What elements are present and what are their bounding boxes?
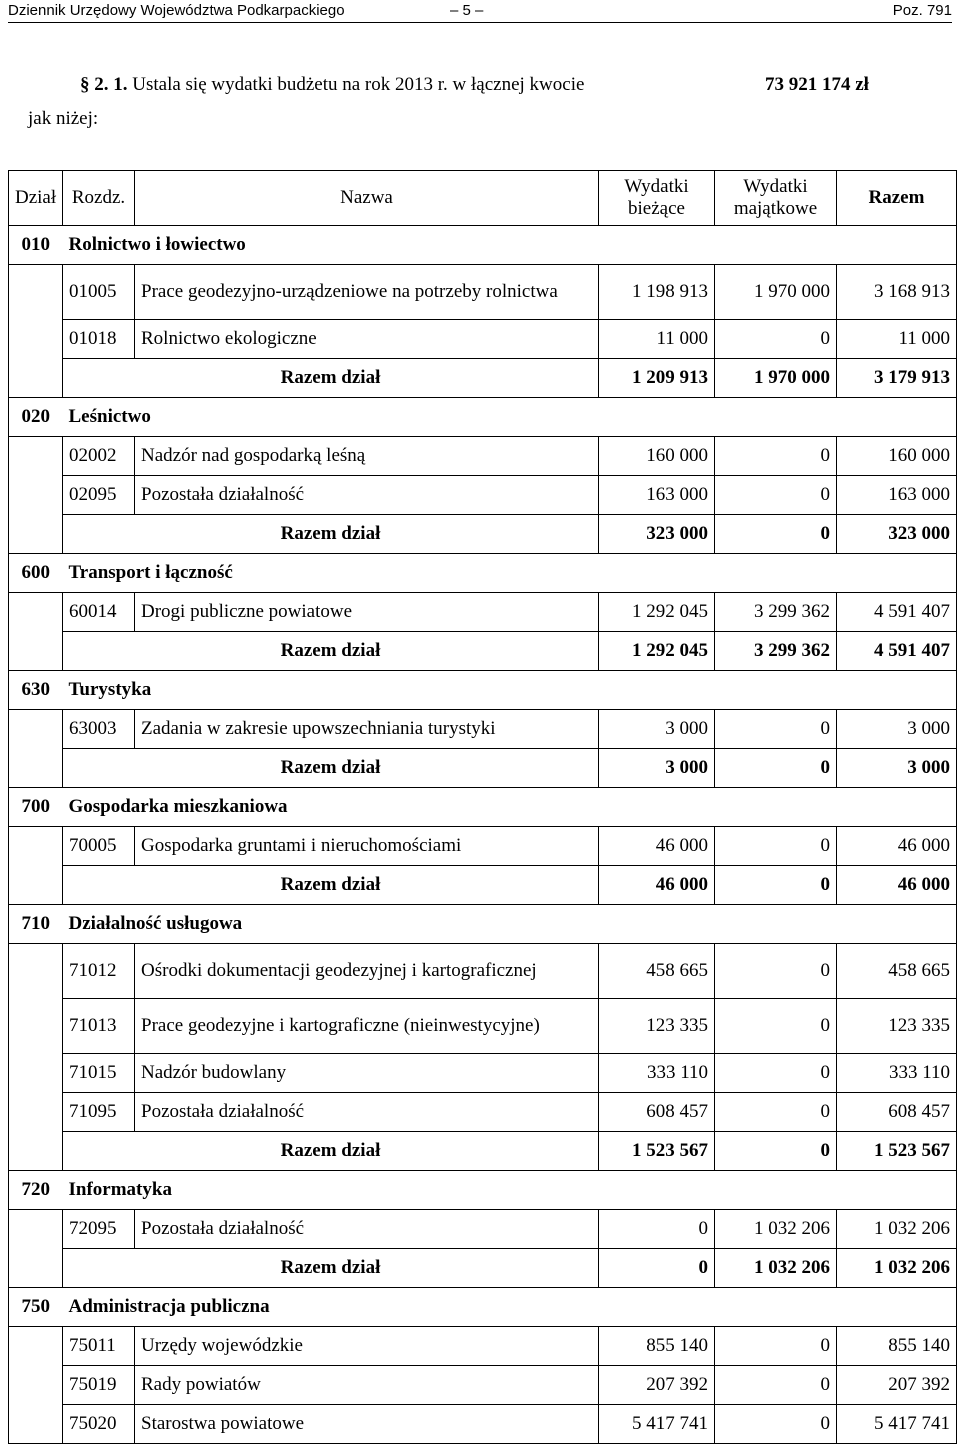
table-row <box>9 1210 957 1249</box>
section-row <box>9 788 957 827</box>
total-current-expenses: 46 000 <box>599 866 715 905</box>
section-total: 3 179 913 <box>837 359 957 398</box>
current-expenses: 5 417 741 <box>599 1405 715 1444</box>
chapter-name: Rolnictwo ekologiczne <box>135 320 599 359</box>
current-expenses: 11 000 <box>599 320 715 359</box>
table-row <box>9 476 957 515</box>
section-name: Transport i łączność <box>63 554 957 593</box>
section-total-label: Razem dział <box>63 632 599 671</box>
journal-title: Dziennik Urzędowy Województwa Podkarpackiego <box>8 2 345 19</box>
table-header-row <box>9 171 957 226</box>
row-total: 123 335 <box>837 999 957 1054</box>
section-total-label: Razem dział <box>63 1249 599 1288</box>
section-spacer <box>9 593 63 671</box>
row-total: 160 000 <box>837 437 957 476</box>
chapter-code: 01018 <box>63 320 135 359</box>
row-total: 458 665 <box>837 944 957 999</box>
current-expenses: 160 000 <box>599 437 715 476</box>
table-row <box>9 1366 957 1405</box>
section-name: Działalność usługowa <box>63 905 957 944</box>
row-total: 333 110 <box>837 1054 957 1093</box>
table-row <box>9 320 957 359</box>
column-header-majatkowe: Wydatki majątkowe <box>715 171 837 226</box>
section-code: 630 <box>9 671 63 710</box>
total-current-expenses: 3 000 <box>599 749 715 788</box>
section-total-label: Razem dział <box>63 515 599 554</box>
intro-text: Ustala się wydatki budżetu na rok 2013 r. w łącznej kwocie <box>132 74 585 95</box>
section-total-row <box>9 749 957 788</box>
capital-expenses: 0 <box>715 1366 837 1405</box>
intro-line-1 <box>80 74 584 96</box>
total-capital-expenses: 0 <box>715 1132 837 1171</box>
chapter-name: Nadzór nad gospodarką leśną <box>135 437 599 476</box>
section-total-label: Razem dział <box>63 359 599 398</box>
table-row <box>9 710 957 749</box>
column-header-rozdz: Rozdz. <box>63 171 135 226</box>
chapter-name: Ośrodki dokumentacji geodezyjnej i kartograficznej <box>135 944 599 999</box>
section-code: 020 <box>9 398 63 437</box>
section-spacer <box>9 1327 63 1444</box>
section-total: 3 000 <box>837 749 957 788</box>
table-row <box>9 1093 957 1132</box>
section-code: 720 <box>9 1171 63 1210</box>
chapter-name: Pozostała działalność <box>135 476 599 515</box>
chapter-code: 72095 <box>63 1210 135 1249</box>
table-row <box>9 1054 957 1093</box>
section-name: Turystyka <box>63 671 957 710</box>
section-row <box>9 226 957 265</box>
capital-expenses: 0 <box>715 476 837 515</box>
row-total: 163 000 <box>837 476 957 515</box>
current-expenses: 855 140 <box>599 1327 715 1366</box>
chapter-code: 71015 <box>63 1054 135 1093</box>
chapter-name: Rady powiatów <box>135 1366 599 1405</box>
table-row <box>9 944 957 999</box>
current-expenses: 123 335 <box>599 999 715 1054</box>
section-code: 700 <box>9 788 63 827</box>
section-total: 1 523 567 <box>837 1132 957 1171</box>
section-code: 600 <box>9 554 63 593</box>
section-total: 46 000 <box>837 866 957 905</box>
section-total-row <box>9 1132 957 1171</box>
row-total: 46 000 <box>837 827 957 866</box>
section-total-row <box>9 866 957 905</box>
total-capital-expenses: 0 <box>715 515 837 554</box>
current-expenses: 608 457 <box>599 1093 715 1132</box>
chapter-code: 71012 <box>63 944 135 999</box>
chapter-code: 60014 <box>63 593 135 632</box>
section-spacer <box>9 437 63 554</box>
row-total: 11 000 <box>837 320 957 359</box>
capital-expenses: 0 <box>715 999 837 1054</box>
section-name: Administracja publiczna <box>63 1288 957 1327</box>
section-row <box>9 671 957 710</box>
section-spacer <box>9 1210 63 1288</box>
total-current-expenses: 0 <box>599 1249 715 1288</box>
section-code: 010 <box>9 226 63 265</box>
total-capital-expenses: 1 032 206 <box>715 1249 837 1288</box>
section-spacer <box>9 944 63 1171</box>
section-total-row <box>9 515 957 554</box>
table-row <box>9 1405 957 1444</box>
chapter-name: Pozostała działalność <box>135 1210 599 1249</box>
row-total: 608 457 <box>837 1093 957 1132</box>
chapter-code: 63003 <box>63 710 135 749</box>
total-amount: 73 921 174 zł <box>765 74 869 95</box>
capital-expenses: 0 <box>715 827 837 866</box>
table-row <box>9 265 957 320</box>
row-total: 1 032 206 <box>837 1210 957 1249</box>
section-row <box>9 1288 957 1327</box>
row-total: 855 140 <box>837 1327 957 1366</box>
capital-expenses: 1 032 206 <box>715 1210 837 1249</box>
current-expenses: 333 110 <box>599 1054 715 1093</box>
total-current-expenses: 323 000 <box>599 515 715 554</box>
row-total: 3 168 913 <box>837 265 957 320</box>
section-row <box>9 1171 957 1210</box>
capital-expenses: 0 <box>715 320 837 359</box>
chapter-code: 71013 <box>63 999 135 1054</box>
position-number: Poz. 791 <box>892 2 952 19</box>
chapter-code: 75020 <box>63 1405 135 1444</box>
section-total-row <box>9 632 957 671</box>
current-expenses: 1 198 913 <box>599 265 715 320</box>
capital-expenses: 1 970 000 <box>715 265 837 320</box>
row-total: 5 417 741 <box>837 1405 957 1444</box>
chapter-name: Urzędy wojewódzkie <box>135 1327 599 1366</box>
table-row <box>9 437 957 476</box>
section-total-row <box>9 359 957 398</box>
section-total: 1 032 206 <box>837 1249 957 1288</box>
capital-expenses: 0 <box>715 437 837 476</box>
table-row <box>9 827 957 866</box>
capital-expenses: 0 <box>715 1093 837 1132</box>
table-row <box>9 593 957 632</box>
section-spacer <box>9 265 63 398</box>
row-total: 3 000 <box>837 710 957 749</box>
page-header <box>8 0 952 23</box>
section-name: Leśnictwo <box>63 398 957 437</box>
chapter-name: Drogi publiczne powiatowe <box>135 593 599 632</box>
chapter-code: 02095 <box>63 476 135 515</box>
current-expenses: 3 000 <box>599 710 715 749</box>
intro-line-2: jak niżej: <box>28 108 99 129</box>
section-name: Informatyka <box>63 1171 957 1210</box>
chapter-name: Prace geodezyjne i kartograficzne (nieinwestycyjne) <box>135 999 599 1054</box>
section-code: 750 <box>9 1288 63 1327</box>
total-current-expenses: 1 209 913 <box>599 359 715 398</box>
section-total: 323 000 <box>837 515 957 554</box>
capital-expenses: 0 <box>715 1054 837 1093</box>
chapter-code: 75011 <box>63 1327 135 1366</box>
column-header-nazwa: Nazwa <box>135 171 599 226</box>
row-total: 207 392 <box>837 1366 957 1405</box>
current-expenses: 207 392 <box>599 1366 715 1405</box>
section-total: 4 591 407 <box>837 632 957 671</box>
capital-expenses: 0 <box>715 1405 837 1444</box>
chapter-name: Starostwa powiatowe <box>135 1405 599 1444</box>
section-spacer <box>9 710 63 788</box>
total-capital-expenses: 0 <box>715 866 837 905</box>
section-spacer <box>9 827 63 905</box>
chapter-code: 75019 <box>63 1366 135 1405</box>
column-header-dzial: Dział <box>9 171 63 226</box>
section-row <box>9 398 957 437</box>
current-expenses: 46 000 <box>599 827 715 866</box>
current-expenses: 0 <box>599 1210 715 1249</box>
chapter-name: Nadzór budowlany <box>135 1054 599 1093</box>
section-name: Gospodarka mieszkaniowa <box>63 788 957 827</box>
current-expenses: 1 292 045 <box>599 593 715 632</box>
total-current-expenses: 1 292 045 <box>599 632 715 671</box>
total-capital-expenses: 1 970 000 <box>715 359 837 398</box>
chapter-name: Prace geodezyjno-urządzeniowe na potrzeby rolnictwa <box>135 265 599 320</box>
budget-table <box>8 170 957 1444</box>
chapter-code: 70005 <box>63 827 135 866</box>
total-capital-expenses: 0 <box>715 749 837 788</box>
paragraph-number: § 2. 1. <box>80 74 128 95</box>
column-header-biezace: Wydatki bieżące <box>599 171 715 226</box>
section-total-row <box>9 1249 957 1288</box>
chapter-name: Pozostała działalność <box>135 1093 599 1132</box>
section-code: 710 <box>9 905 63 944</box>
section-row <box>9 905 957 944</box>
section-name: Rolnictwo i łowiectwo <box>63 226 957 265</box>
page-number: – 5 – <box>450 2 484 19</box>
capital-expenses: 0 <box>715 710 837 749</box>
total-capital-expenses: 3 299 362 <box>715 632 837 671</box>
chapter-code: 71095 <box>63 1093 135 1132</box>
chapter-code: 02002 <box>63 437 135 476</box>
current-expenses: 163 000 <box>599 476 715 515</box>
section-total-label: Razem dział <box>63 749 599 788</box>
section-total-label: Razem dział <box>63 866 599 905</box>
chapter-name: Zadania w zakresie upowszechniania turystyki <box>135 710 599 749</box>
capital-expenses: 0 <box>715 1327 837 1366</box>
table-row <box>9 999 957 1054</box>
table-row <box>9 1327 957 1366</box>
capital-expenses: 3 299 362 <box>715 593 837 632</box>
section-row <box>9 554 957 593</box>
chapter-name: Gospodarka gruntami i nieruchomościami <box>135 827 599 866</box>
current-expenses: 458 665 <box>599 944 715 999</box>
capital-expenses: 0 <box>715 944 837 999</box>
chapter-code: 01005 <box>63 265 135 320</box>
row-total: 4 591 407 <box>837 593 957 632</box>
total-current-expenses: 1 523 567 <box>599 1132 715 1171</box>
section-total-label: Razem dział <box>63 1132 599 1171</box>
column-header-razem: Razem <box>837 171 957 226</box>
